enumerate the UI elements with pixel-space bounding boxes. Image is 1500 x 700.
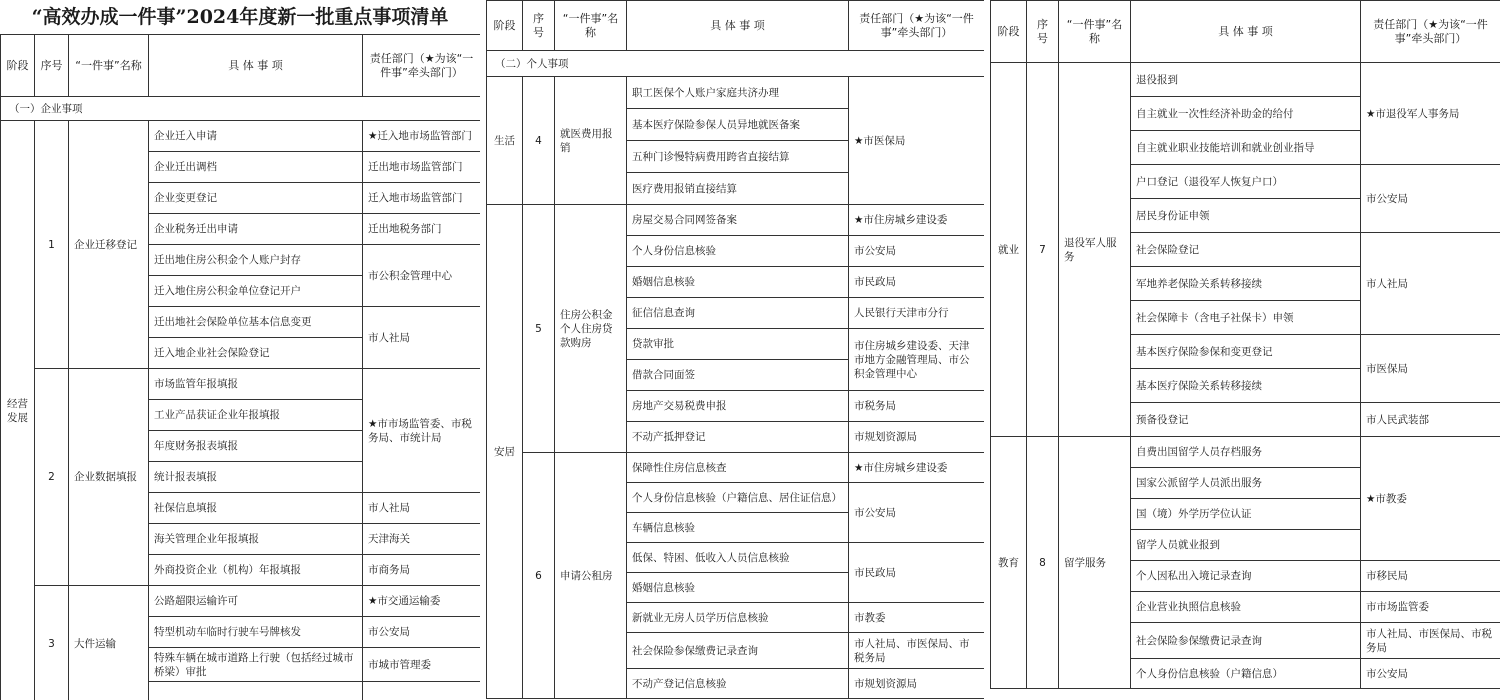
dept-cell: 市民政局 [849, 543, 985, 603]
dept-cell: ★市住房城乡建设委 [849, 453, 985, 483]
item-cell: 企业营业执照信息核验 [1131, 592, 1361, 623]
dept-cell: 市人社局、市医保局、市税务局 [1361, 623, 1500, 659]
item-cell: 海关管理企业年报填报 [149, 524, 363, 555]
dept-cell: 市公安局 [849, 483, 985, 543]
header-row [487, 1, 985, 51]
dept-cell: 市税务局 [849, 391, 985, 422]
group-name: 大件运输 [69, 586, 149, 700]
item-cell: 迁入地住房公积金单位登记开户 [149, 276, 363, 307]
item-cell: 征信信息查询 [627, 298, 849, 329]
dept-cell: 市移民局 [1361, 561, 1500, 592]
dept-cell: 市公安局 [849, 236, 985, 267]
item-cell: 社会保险参保缴费记录查询 [1131, 623, 1361, 659]
dept-cell: 市民政局 [849, 267, 985, 298]
stage-cell: 教育 [991, 437, 1027, 689]
item-cell: 低保、特困、低收入人员信息核验 [627, 543, 849, 573]
item-cell: 车辆信息核验 [627, 513, 849, 543]
item-cell: 年度财务报表填报 [149, 431, 363, 462]
dept-cell: 市规划资源局 [849, 422, 985, 453]
dept-cell: 市公安局 [1361, 659, 1500, 689]
item-cell: 社保信息填报 [149, 493, 363, 524]
dept-cell: 迁出地市场监管部门 [363, 152, 481, 183]
dept-cell: 人民银行天津市分行 [849, 298, 985, 329]
item-cell: 迁入地企业社会保险登记 [149, 338, 363, 369]
item-cell: 医疗费用报销直接结算 [627, 173, 849, 205]
item-cell: 保障性住房信息核查 [627, 453, 849, 483]
section-label: （二）个人事项 [487, 51, 985, 77]
col-stage: 阶段 [487, 1, 523, 51]
col-item: 具 体 事 项 [627, 1, 849, 51]
item-cell: 公路超限运输许可 [149, 586, 363, 617]
item-cell: 个人身份信息核验（户籍信息、居住证信息） [627, 483, 849, 513]
item-cell: 不动产登记信息核验 [627, 669, 849, 699]
item-cell: 个人身份信息核验 [627, 236, 849, 267]
item-cell: 房地产交易税费申报 [627, 391, 849, 422]
dept-cell: 市市场监管委 [1361, 592, 1500, 623]
table-right [990, 0, 1500, 689]
dept-cell: 市人社局 [363, 493, 481, 524]
col-no: 序号 [35, 35, 69, 97]
col-name: “一件事”名称 [69, 35, 149, 97]
table-row [487, 453, 985, 483]
dept-cell: 市人民武装部 [1361, 403, 1500, 437]
group-name: 就医费用报销 [555, 77, 627, 205]
item-cell: 个人因私出入境记录查询 [1131, 561, 1361, 592]
section-row [1, 97, 481, 121]
item-cell: 市场监管年报填报 [149, 369, 363, 400]
group-no: 2 [35, 369, 69, 586]
col-stage: 阶段 [991, 1, 1027, 63]
col-item: 具 体 事 项 [1131, 1, 1361, 63]
group-name: 企业数据填报 [69, 369, 149, 586]
item-cell: 工业产品获证企业年报填报 [149, 400, 363, 431]
group-no: 1 [35, 121, 69, 369]
group-no: 3 [35, 586, 69, 700]
item-cell: 国（境）外学历学位认证 [1131, 499, 1361, 530]
section-label: （一）企业事项 [1, 97, 481, 121]
item-cell: 退役报到 [1131, 63, 1361, 97]
table-row [1, 121, 481, 152]
dept-cell: 市公安局 [363, 617, 481, 648]
page-title: “高效办成一件事”2024年度新一批重点事项清单 [31, 6, 449, 28]
item-cell: 预备役登记 [1131, 403, 1361, 437]
group-name: 企业迁移登记 [69, 121, 149, 369]
group-name: 申请公租房 [555, 453, 627, 699]
group-no: 8 [1027, 437, 1059, 689]
col-dept: 责任部门（★为该“一件事”牵头部门） [849, 1, 985, 51]
dept-cell: ★市医保局 [849, 77, 985, 205]
group-no: 5 [523, 205, 555, 453]
col-name: “一件事”名称 [1059, 1, 1131, 63]
item-cell: 自费出国留学人员存档服务 [1131, 437, 1361, 468]
page-middle [486, 0, 984, 700]
item-cell: 贷款审批 [627, 329, 849, 360]
section-row [487, 51, 985, 77]
table-left [0, 34, 480, 700]
dept-cell: 市医保局 [1361, 335, 1500, 403]
stage-cell: 安居 [487, 205, 523, 699]
group-no: 6 [523, 453, 555, 699]
dept-cell: ★市市场监管委、市税务局、市统计局 [363, 369, 481, 493]
header-row [1, 35, 481, 97]
dept-cell: 市住房城乡建设委、天津市地方金融管理局、市公积金管理中心 [849, 329, 985, 391]
stage-cell: 就业 [991, 63, 1027, 437]
dept-cell: 市人社局 [363, 307, 481, 369]
item-cell: 五种门诊慢特病费用跨省直接结算 [627, 141, 849, 173]
item-cell: 户口登记（退役军人恢复户口） [1131, 165, 1361, 199]
dept-cell: 市教委 [849, 603, 985, 633]
table-row [1, 369, 481, 400]
item-cell: 特型机动车临时行驶车号牌核发 [149, 617, 363, 648]
dept-cell: 市城市管理委 [363, 648, 481, 682]
item-cell: 迁出地社会保险单位基本信息变更 [149, 307, 363, 338]
stage-cell: 生活 [487, 77, 523, 205]
page-left [0, 0, 480, 700]
dept-cell: 市商务局 [363, 555, 481, 586]
item-cell: 房屋交易合同网签备案 [627, 205, 849, 236]
header-row [991, 1, 1500, 63]
dept-cell: ★市住房城乡建设委 [849, 205, 985, 236]
dept-cell: 迁入地市场监管部门 [363, 183, 481, 214]
dept-cell: ★市退役军人事务局 [1361, 63, 1500, 165]
dept-cell: 市规划资源局 [849, 669, 985, 699]
item-cell: 社会保险登记 [1131, 233, 1361, 267]
table-row [991, 437, 1500, 468]
page-right [990, 0, 1500, 700]
item-cell: 婚姻信息核验 [627, 573, 849, 603]
dept-cell: 市公积金管理中心 [363, 245, 481, 307]
item-cell: 企业变更登记 [149, 183, 363, 214]
dept-cell: 市公安局 [1361, 165, 1500, 233]
col-dept: 责任部门（★为该“一件事”牵头部门） [1361, 1, 1500, 63]
dept-cell: 迁出地税务部门 [363, 214, 481, 245]
table-row [991, 63, 1500, 97]
item-cell: 特殊车辆在城市道路上行驶（包括经过城市桥梁）审批 [149, 648, 363, 682]
item-cell: 个人身份信息核验（户籍信息） [1131, 659, 1361, 689]
item-cell: 基本医疗保险参保和变更登记 [1131, 335, 1361, 369]
item-cell: 职工医保个人账户家庭共济办理 [627, 77, 849, 109]
dept-cell: 市人社局、市医保局、市税务局 [849, 633, 985, 669]
dept-cell: ★市交通运输委 [363, 586, 481, 617]
dept-cell: 天津海关 [363, 524, 481, 555]
item-cell: 新就业无房人员学历信息核验 [627, 603, 849, 633]
stage-cell: 经营发展 [1, 121, 35, 700]
item-cell: 企业迁出调档 [149, 152, 363, 183]
item-cell: 统计报表填报 [149, 462, 363, 493]
table-row [487, 205, 985, 236]
item-cell: 婚姻信息核验 [627, 267, 849, 298]
col-item: 具 体 事 项 [149, 35, 363, 97]
col-no: 序号 [523, 1, 555, 51]
group-no: 4 [523, 77, 555, 205]
item-cell: 外商投资企业（机构）年报填报 [149, 555, 363, 586]
item-cell: 不动产抵押登记 [627, 422, 849, 453]
item-cell-empty [149, 682, 363, 700]
table-middle [486, 0, 984, 699]
dept-cell: ★市教委 [1361, 437, 1500, 561]
group-name: 退役军人服务 [1059, 63, 1131, 437]
dept-cell: ★迁入地市场监管部门 [363, 121, 481, 152]
item-cell: 借款合同面签 [627, 360, 849, 391]
item-cell: 居民身份证申领 [1131, 199, 1361, 233]
col-name: “一件事”名称 [555, 1, 627, 51]
col-dept: 责任部门（★为该“一件事”牵头部门） [363, 35, 481, 97]
table-row [487, 77, 985, 109]
dept-cell-empty [363, 682, 481, 700]
item-cell: 国家公派留学人员派出服务 [1131, 468, 1361, 499]
item-cell: 基本医疗保险关系转移接续 [1131, 369, 1361, 403]
group-name: 留学服务 [1059, 437, 1131, 689]
table-row [1, 586, 481, 617]
item-cell: 基本医疗保险参保人员异地就医备案 [627, 109, 849, 141]
item-cell: 自主就业一次性经济补助金的给付 [1131, 97, 1361, 131]
item-cell: 企业税务迁出申请 [149, 214, 363, 245]
item-cell: 企业迁入申请 [149, 121, 363, 152]
item-cell: 社会保险参保缴费记录查询 [627, 633, 849, 669]
item-cell: 社会保障卡（含电子社保卡）申领 [1131, 301, 1361, 335]
col-stage: 阶段 [1, 35, 35, 97]
item-cell: 军地养老保险关系转移接续 [1131, 267, 1361, 301]
dept-cell: 市人社局 [1361, 233, 1500, 335]
item-cell: 留学人员就业报到 [1131, 530, 1361, 561]
group-name: 住房公积金个人住房贷款购房 [555, 205, 627, 453]
col-no: 序号 [1027, 1, 1059, 63]
group-no: 7 [1027, 63, 1059, 437]
item-cell: 迁出地住房公积金个人账户封存 [149, 245, 363, 276]
item-cell: 自主就业职业技能培训和就业创业指导 [1131, 131, 1361, 165]
